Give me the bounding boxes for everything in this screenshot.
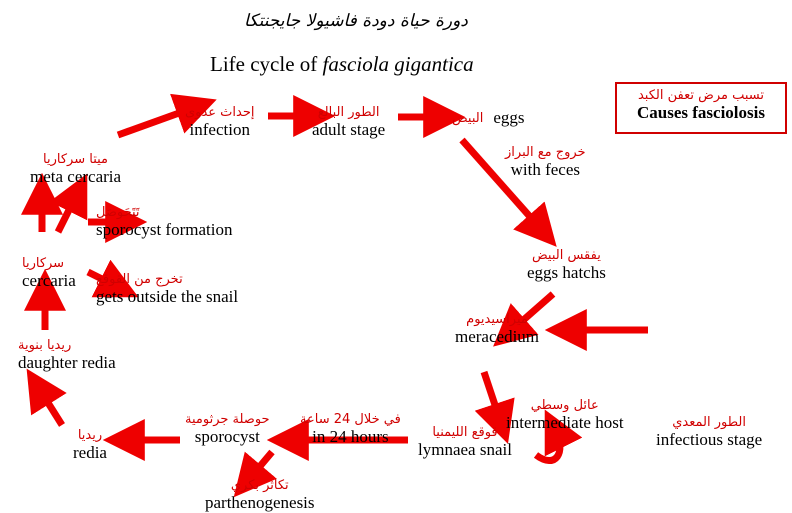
node-adult-stage-english: adult stage <box>312 120 386 139</box>
node-lymnaea-snail-arabic: قوقع الليمنيا <box>432 425 498 440</box>
node-in-24-hours-english: in 24 hours <box>312 427 389 446</box>
node-parthenogenesis-english: parthenogenesis <box>205 493 315 512</box>
node-gets-outside-english: gets outside the snail <box>96 287 239 306</box>
node-daughter-redia <box>18 338 116 373</box>
node-intermediate-host-arabic: عائل وسطي <box>530 398 599 413</box>
node-intermediate-host <box>506 398 624 433</box>
node-cercaria-arabic: سركاريا <box>22 256 65 271</box>
node-redia-english: redia <box>73 443 107 462</box>
callout-box <box>615 82 787 134</box>
title-arabic: دورة حياة دودة فاشيولا جايجنتكا <box>244 11 468 31</box>
node-lymnaea-snail <box>418 425 512 460</box>
node-with-feces-english: with feces <box>510 160 580 179</box>
node-cercaria <box>22 256 76 291</box>
node-meracedium-english: meracedium <box>455 327 540 346</box>
node-daughter-redia-arabic: ريديا بنوية <box>18 338 72 353</box>
node-meta-cercaria-arabic: ميتا سركاريا <box>43 152 109 167</box>
node-in-24-hours-arabic: في خلال 24 ساعة <box>300 412 401 427</box>
node-redia-arabic: ريديا <box>77 428 103 443</box>
node-sporocyst-formation-english: sporocyst formation <box>96 220 233 239</box>
node-gets-outside-arabic: تخرج من القوقع <box>96 272 183 287</box>
title-english <box>210 52 474 76</box>
node-eggs-hatch-english: eggs hatchs <box>527 263 606 282</box>
node-sporocyst-arabic: حوصلة جرثومية <box>185 412 270 427</box>
node-infectious-stage-arabic: الطور المعدي <box>672 415 746 430</box>
node-with-feces-arabic: خروج مع البراز <box>505 145 586 160</box>
node-intermediate-host-english: intermediate host <box>506 413 624 432</box>
node-lymnaea-snail-english: lymnaea snail <box>418 440 512 459</box>
node-parthenogenesis-arabic: تكاثر بكري <box>230 478 289 493</box>
node-adult-stage <box>312 105 385 140</box>
node-cercaria-english: cercaria <box>22 271 76 290</box>
node-meta-cercaria-english: meta cercaria <box>30 167 122 186</box>
node-eggs-arabic: البيض <box>452 110 484 126</box>
node-sporocyst-formation-arabic: تَتَحَوصَل <box>96 205 140 220</box>
node-infection-english: infection <box>189 120 250 139</box>
node-meracedium <box>455 312 539 347</box>
node-eggs <box>452 108 525 128</box>
node-infectious-stage <box>656 415 762 450</box>
callout-arabic: تسبب مرض تعفن الكبد <box>637 88 764 103</box>
node-infection-arabic: إحداث عدوى <box>185 105 255 120</box>
node-meta-cercaria <box>30 152 121 187</box>
node-daughter-redia-english: daughter redia <box>18 353 116 372</box>
node-redia <box>73 428 107 463</box>
node-parthenogenesis <box>205 478 315 513</box>
node-sporocyst-english: sporocyst <box>194 427 260 446</box>
node-eggs-english: eggs <box>493 108 525 127</box>
node-with-feces <box>505 145 586 180</box>
callout-english: Causes fasciolosis <box>637 103 765 122</box>
node-eggs-hatch <box>527 248 606 283</box>
node-infectious-stage-english: infectious stage <box>656 430 763 449</box>
node-meracedium-arabic: ميراسيديوم <box>466 312 528 327</box>
node-eggs-hatch-arabic: يفقس البيض <box>532 248 601 263</box>
node-in-24-hours <box>300 412 401 447</box>
node-sporocyst <box>185 412 270 447</box>
node-adult-stage-arabic: الطور البالغ <box>317 105 380 120</box>
title-english-species: fasciola gigantica <box>322 52 474 76</box>
node-sporocyst-formation <box>96 205 232 240</box>
node-infection <box>185 105 255 140</box>
node-gets-outside <box>96 272 238 307</box>
title-english-prefix: Life cycle of <box>210 52 323 76</box>
